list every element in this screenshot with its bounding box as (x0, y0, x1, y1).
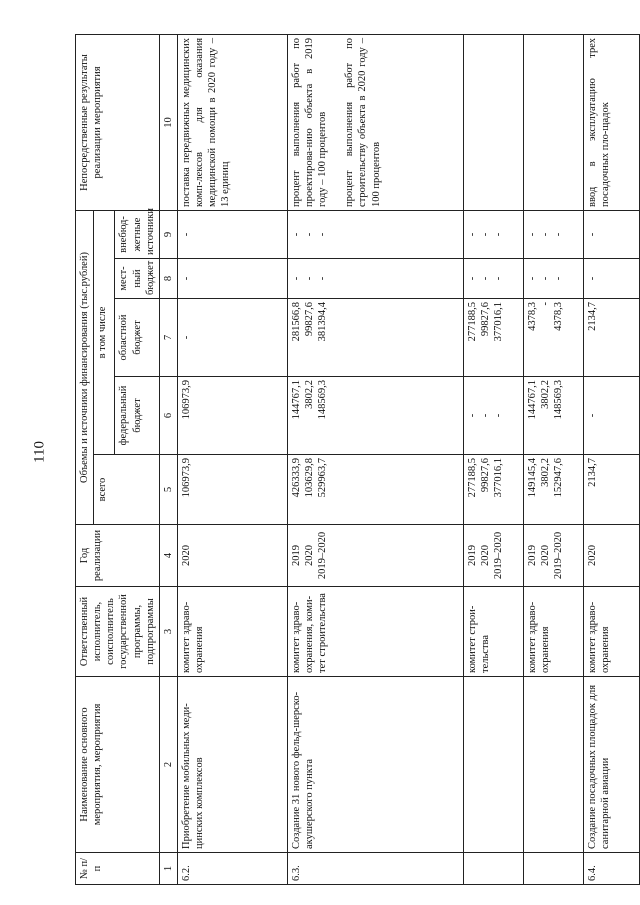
row-extra: - (177, 210, 287, 258)
header-incl: в том числе (94, 210, 115, 454)
col-index: 7 (159, 299, 177, 377)
row-regional: 277188,5 99827,6 377016,1 (463, 299, 523, 377)
row-result: ввод в эксплуатацию трех посадочных пло-щадок (583, 34, 639, 210)
row-result-construction: процент выполнения работ по строительству объекта в 2020 году – 100 процентов (344, 37, 382, 207)
row-year: 2020 (177, 525, 287, 587)
header-year: Год реализации (76, 525, 160, 587)
header-federal: федеральный бюджет (115, 377, 159, 455)
header-local: мест-ный бюджет (115, 259, 159, 299)
row-extra: - - - (287, 210, 463, 258)
row-num: 6.2. (177, 853, 287, 885)
table-row (287, 34, 463, 884)
header-funding: Объемы и источники финансирования (тыс.рублей) (76, 210, 94, 524)
row-result (287, 34, 463, 210)
col-index: 8 (159, 259, 177, 299)
col-index: 9 (159, 210, 177, 258)
header-extra: внебюд-жетные источники (115, 210, 159, 258)
header-responsible: Ответственный исполнитель, соисполнитель государственной программы, подпрограммы (76, 587, 160, 677)
row-federal: 144767,1 3802,2 148569,3 (523, 377, 583, 455)
row-regional: - (177, 299, 287, 377)
row-year: 2019 2020 2019–2020 (463, 525, 523, 587)
row-name: Создание 31 нового фельд-шерско-акушерского пункта (287, 677, 463, 853)
table-row (583, 34, 639, 884)
row-federal: - - - (463, 377, 523, 455)
table-row (523, 34, 583, 884)
col-index: 3 (159, 587, 177, 677)
header-row-1 (76, 34, 94, 884)
table-row (463, 34, 523, 884)
header-total: всего (94, 455, 160, 525)
col-index: 2 (159, 677, 177, 853)
row-year: 2020 (583, 525, 639, 587)
row-local: - - - (523, 259, 583, 299)
row-name: Создание посадочных площадок для санитарной авиации (583, 677, 639, 853)
row-responsible: комитет здраво-охранения (177, 587, 287, 677)
column-index-row (159, 34, 177, 884)
row-local: - - - (287, 259, 463, 299)
page-number: 110 (31, 441, 48, 463)
row-total: 2134,7 (583, 455, 639, 525)
row-regional: 281566,8 99827,6 381394,4 (287, 299, 463, 377)
row-total: 149145,4 3802,2 152947,6 (523, 455, 583, 525)
row-num: 6.4. (583, 853, 639, 885)
col-index: 4 (159, 525, 177, 587)
row-year: 2019 2020 2019–2020 (523, 525, 583, 587)
row-total: 426333,9 103629,8 529963,7 (287, 455, 463, 525)
col-index: 10 (159, 34, 177, 210)
row-responsible: комитет здраво-охранения (523, 587, 583, 677)
row-name: Приобретение мобильных меди-цинских комплексов (177, 677, 287, 853)
row-extra: - - - (523, 210, 583, 258)
col-index: 5 (159, 455, 177, 525)
row-federal: 106973,9 (177, 377, 287, 455)
funding-table (75, 34, 640, 885)
row-result: поставка передвижных медицинских комп-лексов для оказания медицинской помощи в 2020 году – 13 единиц (177, 34, 287, 210)
col-index: 6 (159, 377, 177, 455)
row-regional: 2134,7 (583, 299, 639, 377)
row-total: 277188,5 99827,6 377016,1 (463, 455, 523, 525)
row-year: 2019 2020 2019–2020 (287, 525, 463, 587)
col-index: 1 (159, 853, 177, 885)
row-result-design: процент выполнения работ по проектирова-нию объекта в 2019 году – 100 процентов (290, 37, 329, 207)
row-responsible: комитет здраво-охранения (583, 587, 639, 677)
rotated-table-container (75, 35, 635, 885)
row-responsible: комитет здраво-охранения, коми-тет строительства (287, 587, 463, 677)
row-federal: 144767,1 3802,2 148569,3 (287, 377, 463, 455)
header-regional: областной бюджет (115, 299, 159, 377)
row-regional: 4378,3 - 4378,3 (523, 299, 583, 377)
row-local: - (583, 259, 639, 299)
table-row (177, 34, 287, 884)
row-total: 106973,9 (177, 455, 287, 525)
row-extra: - (583, 210, 639, 258)
row-local: - (177, 259, 287, 299)
row-local: - - - (463, 259, 523, 299)
header-num: № п/п (76, 853, 160, 885)
row-extra: - - - (463, 210, 523, 258)
row-num: 6.3. (287, 853, 463, 885)
row-responsible: комитет строи-тельства (463, 587, 523, 677)
header-name: Наименование основного мероприятия, мероприятия (76, 677, 160, 853)
row-federal: - (583, 377, 639, 455)
header-results: Непосредственные результаты реализации мероприятия (76, 34, 160, 210)
